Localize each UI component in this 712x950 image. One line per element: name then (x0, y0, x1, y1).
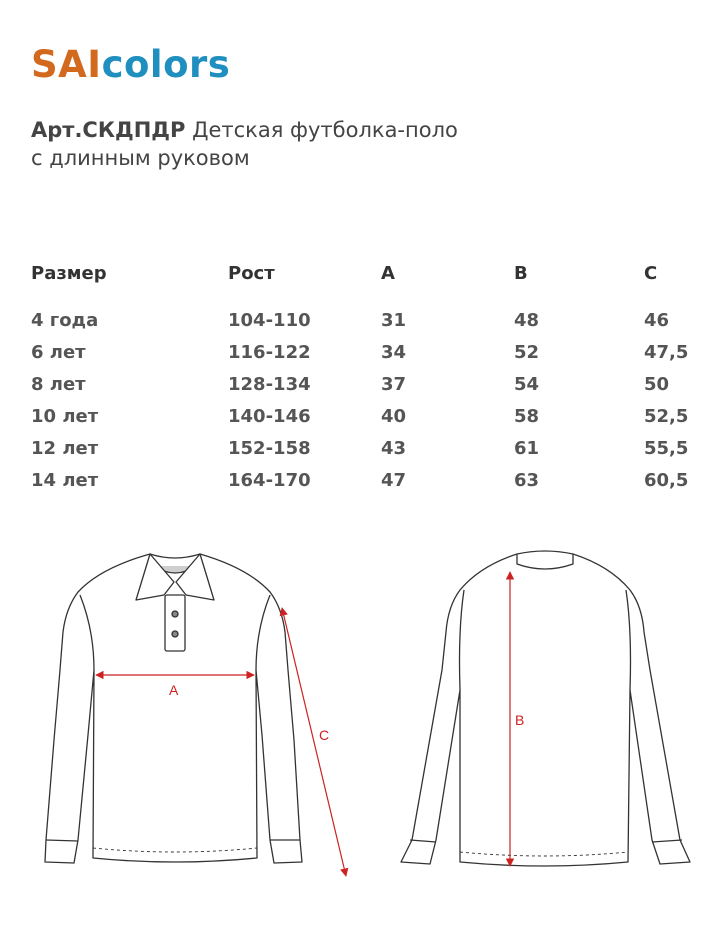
header-a: A (381, 262, 395, 284)
cell-a: 43 (381, 437, 407, 459)
cell-height: 128-134 (228, 373, 311, 395)
dimension-label-b: B (515, 712, 525, 728)
cell-c: 60,5 (644, 469, 689, 491)
cell-size: 8 лет (31, 373, 86, 395)
dimension-a (96, 675, 254, 698)
cell-b: 58 (514, 405, 540, 427)
table-row (31, 368, 704, 400)
front-collar-left (136, 554, 174, 600)
cell-height: 152-158 (228, 437, 311, 459)
cell-height: 104-110 (228, 309, 311, 331)
cell-size: 14 лет (31, 469, 99, 491)
cell-b: 54 (514, 373, 540, 395)
cell-b: 52 (514, 341, 540, 363)
back-shirt-drawing (401, 551, 690, 866)
table-row (31, 400, 704, 432)
front-armhole-left (80, 595, 94, 670)
back-armhole-left (460, 590, 465, 690)
dimension-label-c: C (319, 727, 330, 743)
dimension-c (282, 608, 346, 876)
brand-logo (31, 43, 231, 86)
cell-height: 164-170 (228, 469, 311, 491)
cell-size: 12 лет (31, 437, 99, 459)
dimension-b (510, 572, 524, 866)
front-armhole-right (256, 595, 270, 670)
product-name-line1: Детская футболка-поло (192, 118, 458, 142)
back-collar (517, 551, 573, 569)
cell-height: 116-122 (228, 341, 311, 363)
cell-c: 55,5 (644, 437, 689, 459)
back-armhole-right (626, 590, 631, 690)
product-title (31, 116, 458, 172)
button-icon (172, 611, 178, 617)
cell-a: 47 (381, 469, 407, 491)
header-size: Размер (31, 262, 107, 284)
table-row (31, 336, 704, 368)
garment-diagram (0, 540, 712, 940)
product-article: Арт.СКДПДР (31, 118, 186, 142)
button-icon (172, 631, 178, 637)
front-hem-stitch (93, 848, 257, 852)
table-row (31, 432, 704, 464)
cell-size: 6 лет (31, 341, 86, 363)
cell-c: 47,5 (644, 341, 689, 363)
back-hem-stitch (460, 852, 628, 856)
brand-logo-part1: SAI (31, 43, 102, 86)
front-collar-band (150, 554, 200, 558)
cell-c: 52,5 (644, 405, 689, 427)
header-b: B (514, 262, 528, 284)
front-placket (165, 595, 185, 651)
table-row (31, 464, 704, 496)
cell-b: 61 (514, 437, 540, 459)
cell-a: 40 (381, 405, 407, 427)
cell-c: 50 (644, 373, 670, 395)
cell-a: 37 (381, 373, 407, 395)
size-table (31, 258, 704, 496)
size-table-header-row (31, 258, 704, 288)
header-height: Рост (228, 262, 275, 284)
back-cuff-right (652, 840, 682, 842)
cell-a: 34 (381, 341, 407, 363)
back-cuff-left (410, 840, 436, 842)
table-row (31, 288, 704, 336)
front-shirt-drawing (45, 554, 302, 863)
cell-size: 4 года (31, 309, 99, 331)
front-cuff-left (46, 840, 78, 841)
brand-logo-part2: colors (101, 43, 231, 86)
cell-a: 31 (381, 309, 407, 331)
cell-b: 48 (514, 309, 540, 331)
cell-c: 46 (644, 309, 670, 331)
front-collar-right (176, 554, 214, 600)
cell-size: 10 лет (31, 405, 99, 427)
cell-b: 63 (514, 469, 540, 491)
dimension-label-a: A (169, 682, 179, 698)
back-body-outline (401, 554, 690, 866)
header-c: C (644, 262, 658, 284)
cell-height: 140-146 (228, 405, 311, 427)
product-name-line2: с длинным руковом (31, 146, 250, 170)
